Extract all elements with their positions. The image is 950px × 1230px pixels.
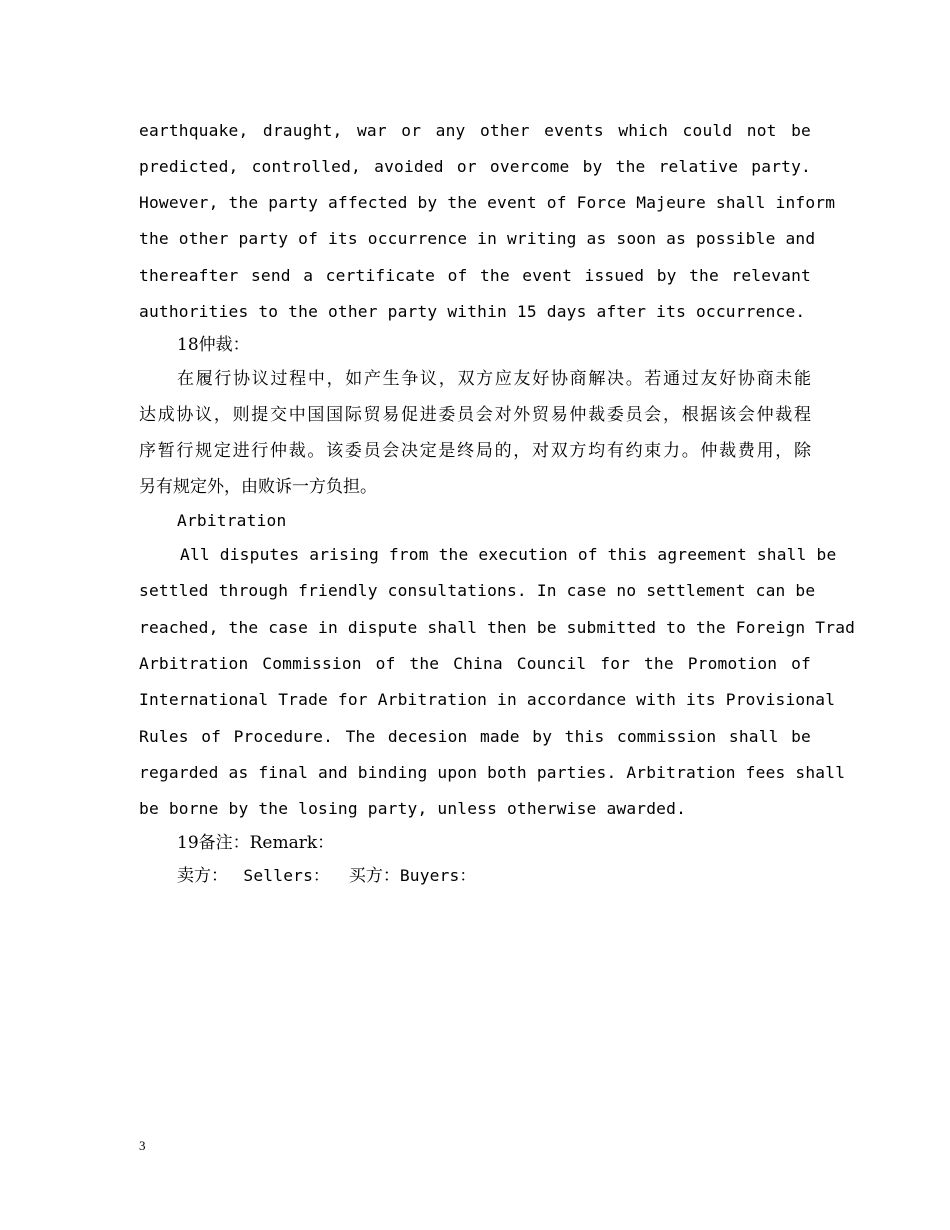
paragraph-line: be borne by the losing party, unless otherwise awarded. bbox=[139, 799, 687, 818]
paragraph-line: the other party of its occurrence in writing as soon as possible and bbox=[139, 229, 816, 248]
buyer-label-en: Buyers： bbox=[399, 866, 476, 885]
paragraph-line: 另有规定外，由败诉一方负担。 bbox=[139, 477, 377, 497]
paragraph-line: 在履行协议过程中，如产生争议，双方应友好协商解决。若通过友好协商未能 bbox=[177, 369, 811, 389]
paragraph-line: earthquake, draught, war or any other events which could not be bbox=[139, 121, 811, 140]
seller-label-en: Sellers： bbox=[243, 866, 330, 885]
section-heading-arbitration-cn: 18仲裁： bbox=[177, 335, 250, 355]
section-heading-arbitration-en: Arbitration bbox=[177, 511, 287, 530]
paragraph-line: thereafter send a certificate of the event issued by the relevant bbox=[139, 266, 811, 285]
paragraph-line: authorities to the other party within 15 days after its occurrence. bbox=[139, 302, 806, 321]
remark-line: 19备注：Remark： bbox=[177, 833, 335, 853]
page-number: 3 bbox=[139, 1138, 146, 1153]
paragraph-line: 达成协议，则提交中国国际贸易促进委员会对外贸易仲裁委员会，根据该会仲裁程 bbox=[139, 405, 811, 425]
paragraph-line: reached, the case in dispute shall then be submitted to the Foreign Trad bbox=[139, 618, 856, 637]
paragraph-line: regarded as final and binding upon both parties. Arbitration fees shall bbox=[139, 763, 846, 782]
paragraph-line: However, the party affected by the event of Force Majeure shall inform bbox=[139, 193, 836, 212]
seller-label-cn: 卖方： bbox=[177, 866, 228, 886]
paragraph-line: All disputes arising from the execution of this agreement shall be bbox=[180, 545, 837, 564]
paragraph-line: Arbitration Commission of the China Council for the Promotion of bbox=[139, 654, 811, 673]
paragraph-line: 序暂行规定进行仲裁。该委员会决定是终局的，对双方均有约束力。仲裁费用，除 bbox=[139, 441, 811, 461]
paragraph-line: predicted, controlled, avoided or overcome by the relative party. bbox=[139, 157, 811, 176]
paragraph-line: Rules of Procedure. The decesion made by this commission shall be bbox=[139, 727, 811, 746]
signature-line bbox=[177, 866, 476, 886]
paragraph-line: International Trade for Arbitration in accordance with its Provisional bbox=[139, 690, 836, 709]
buyer-label-cn: 买方： bbox=[348, 866, 400, 886]
paragraph-line: settled through friendly consultations. In case no settlement can be bbox=[139, 581, 816, 600]
